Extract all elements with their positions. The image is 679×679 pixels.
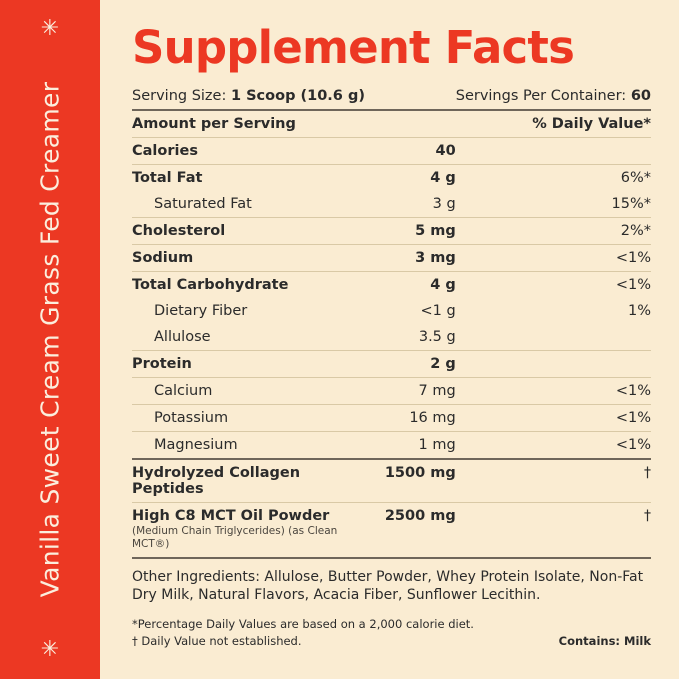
table-row [132,191,651,218]
footnote-lines [132,616,474,649]
nutrient-amount: 1 mg [343,432,456,460]
amount-per-serving-header: Amount per Serving [132,110,456,138]
table-row [132,218,651,245]
nutrient-dv: † [456,459,651,503]
nutrient-name: Allulose [132,324,343,351]
nutrient-name: Cholesterol [132,218,343,245]
table-row [132,298,651,324]
nutrient-dv: <1% [456,405,651,432]
nutrient-dv [456,351,651,378]
other-ingredients-text: Allulose, Butter Powder, Whey Protein Isolate, Non-Fat Dry Milk, Natural Flavors, Acacia Fiber, Sunflower Lecithin. [132,568,644,603]
nutrient-name: High C8 MCT Oil Powder [132,508,330,525]
nutrient-name: Saturated Fat [132,191,343,218]
nutrient-amount: 2500 mg [343,503,456,558]
nutrient-name: Hydrolyzed Collagen Peptides [132,459,343,503]
nutrient-name: Total Carbohydrate [132,277,289,294]
facts-content [100,0,679,679]
nutrient-dv: 1% [627,303,651,320]
nutrient-amount: 1500 mg [343,459,456,503]
nutrient-amount: 40 [343,138,456,165]
serving-info-row [132,83,651,110]
allergen-statement: Contains: Milk [558,634,651,649]
table-row [132,324,651,351]
nutrient-name: Calcium [132,378,343,405]
nutrient-dv: 2%* [456,218,651,245]
table-row [132,405,651,432]
nutrient-dv: 6%* [620,170,651,187]
nutrient-amount: 4 g [430,277,456,294]
table-row [132,459,651,503]
column-header-row [132,110,651,138]
nutrient-name: Protein [132,351,343,378]
nutrient-dv: 15%* [456,191,651,218]
nutrient-subtext: (Medium Chain Triglycerides) (as Clean MCT®) [132,525,338,551]
nutrient-name: Total Fat [132,170,203,187]
nutrient-dv: <1% [615,277,651,294]
nutrient-amount: 3.5 g [343,324,456,351]
nutrient-amount: 4 g [430,170,456,187]
table-row [132,378,651,405]
vertical-title-wrapper [0,40,100,639]
nutrient-amount: 5 mg [343,218,456,245]
nutrient-dv: <1% [456,378,651,405]
footnotes [132,616,651,649]
table-row [132,272,651,299]
table-row [132,138,651,165]
nutrient-name: Magnesium [132,432,343,460]
nutrient-dv: † [456,503,651,558]
table-row [132,245,651,272]
nutrient-amount: <1 g [420,303,456,320]
nutrient-amount: 2 g [343,351,456,378]
nutrient-dv [456,324,651,351]
nutrient-amount: 7 mg [343,378,456,405]
footnote-dagger: † Daily Value not established. [132,634,302,649]
serving-size-label: Serving Size: [132,88,227,105]
page-title: Supplement Facts [132,21,575,74]
table-row [132,432,651,460]
servings-per-container-cell [456,83,651,110]
nutrient-name: Dietary Fiber [154,303,248,320]
nutrient-name-cell [132,503,343,558]
table-row [132,351,651,378]
other-ingredients-label: Other Ingredients: [132,568,260,585]
nutrient-dv: <1% [456,245,651,272]
nutrient-dv [456,138,651,165]
nutrient-name: Potassium [132,405,343,432]
table-row [132,165,651,192]
serving-size-value: 1 Scoop (10.6 g) [230,88,365,105]
servings-per-container-label: Servings Per Container: [455,88,627,105]
servings-per-container-value: 60 [630,88,651,105]
nutrient-name: Calories [132,138,343,165]
serving-size-cell [132,83,456,110]
nutrient-dv: <1% [456,432,651,460]
nutrition-table [132,83,651,558]
nutrient-name: Sodium [132,245,343,272]
asterisk-icon-bottom: ✳ [40,637,60,662]
nutrient-amount: 3 mg [343,245,456,272]
other-ingredients [132,568,651,605]
product-name-vertical: Vanilla Sweet Cream Grass Fed Creamer [35,81,65,598]
nutrient-amount: 16 mg [343,405,456,432]
daily-value-header: % Daily Value* [456,110,651,138]
product-sidebar [0,0,100,679]
table-row [132,503,651,558]
asterisk-icon-top: ✳ [40,16,60,41]
nutrient-amount: 3 g [343,191,456,218]
footnote-daily-values: *Percentage Daily Values are based on a 2,000 calorie diet. [132,617,474,632]
